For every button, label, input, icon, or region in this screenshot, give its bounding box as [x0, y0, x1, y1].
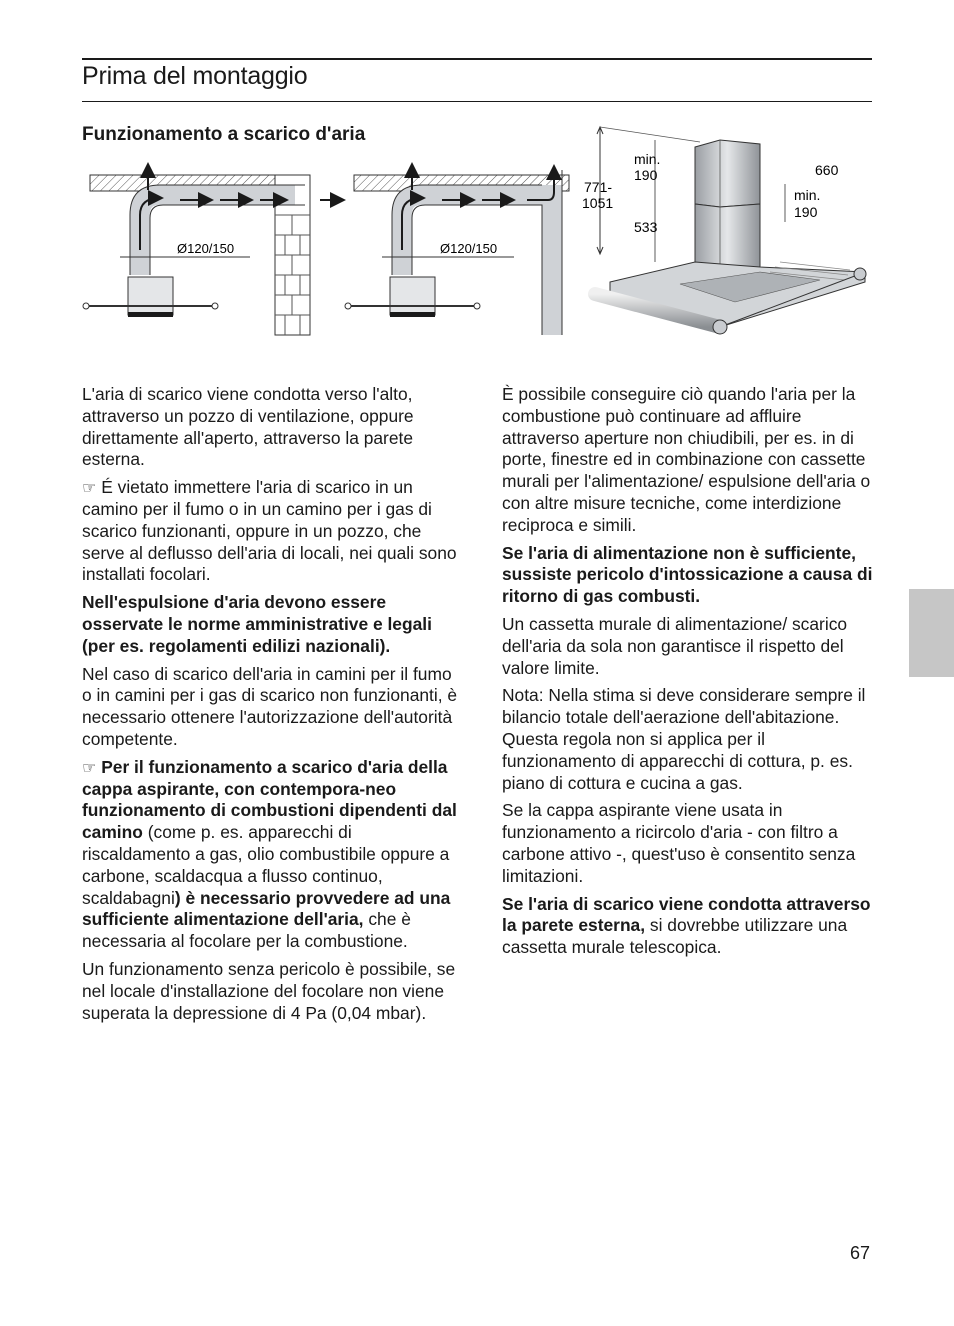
dim-533: 533 [634, 219, 658, 235]
side-tab-marker [909, 589, 954, 677]
section-heading: Funzionamento a scarico d'aria [82, 124, 366, 145]
duct-path [140, 195, 295, 275]
page-number: 67 [850, 1243, 871, 1263]
canopy [610, 262, 865, 327]
warning-paragraph: ☞ Per il funzionamento a scarico d'aria della cappa aspirante, con contempora-neo funzionamento di combustioni dipendenti dal camino (come p. es. apparecchi di riscaldamento a gas, olio combustibile oppure a carbone, scaldacqua a flusso continuo, scaldabagni) è necessario provvedere ad una sufficiente alimentazione dell'aria, che è necessaria al focolare per la combustione. [82, 756, 457, 952]
right-column [502, 384, 882, 965]
hood-body [128, 277, 173, 315]
paragraph: Nota: Nella stima si deve considerare sempre il bilancio totale dell'aerazione dell'abitazione. Questa regola non si applica per il funzionamento di apparecchi di cottura, p. es. piano di cottura e cucina a gas. [502, 685, 866, 793]
dim-190-right: 190 [794, 204, 818, 220]
warning-paragraph: ☞ É vietato immettere l'aria di scarico in un camino per il fumo o in un camino per i gas di scarico funzionanti, oppure in un pozzo, che serve al deflusso dell'aria di locali, nei quali sono installati focolari. [82, 477, 457, 585]
duct-diameter-label: Ø120/150 [177, 241, 235, 256]
pointing-hand-icon: ☞ [82, 757, 97, 777]
duct-diameter-label: Ø120/150 [440, 241, 498, 256]
diagram-exhaust-through-wall [80, 160, 345, 340]
page-title: Prima del montaggio [82, 62, 308, 90]
paragraph: L'aria di scarico viene condotta verso l'alto, attraverso un pozzo di ventilazione, oppure direttamente all'aperto, attraverso la parete esterna. [82, 384, 414, 470]
dim-min-label-right: min. [794, 187, 821, 203]
diagram-hood-dimensions [580, 122, 875, 347]
paragraph: Un funzionamento senza pericolo è possibile, se nel locale d'installazione del focolare non viene superata la depressione di 4 Pa (0,04 mbar). [82, 958, 456, 1023]
header-rule [82, 101, 872, 102]
paragraph: Se l'aria di scarico viene condotta attraverso la parete esterna, si dovrebbe utilizzare una cassetta murale telescopica. [502, 893, 871, 958]
paragraph: Nel caso di scarico dell'aria in camini per il fumo o in camini per i gas di scarico non funzionanti, è necessario ottenere l'autorizzazione dell'autorità competente. [82, 663, 458, 749]
hood-body [390, 277, 435, 315]
dim-190-left: 190 [634, 167, 658, 183]
dim-height-range-bottom: 1051 [582, 195, 614, 211]
bold-paragraph: Se l'aria di alimentazione non è sufficiente, sussiste pericolo d'intossicazione a causa di ritorno di gas combusti. [502, 542, 873, 607]
paragraph: Se la cappa aspirante viene usata in funzionamento a ricircolo d'aria - con filtro a carbone attivo -, quest'uso è consentito senza limitazioni. [502, 800, 856, 886]
paragraph: È possibile conseguire ciò quando l'aria per la combustione può continuare ad affluire attraverso aperture non chiudibili, per es. in di porte, finestre ed in combinazione con cassette murali per l'alimentazione/ espulsione dell'aria o con altre misure tecniche, come interdizione reciproca e simili. [502, 384, 871, 535]
dim-height-range-top: 771- [584, 179, 613, 195]
pointing-hand-icon: ☞ [82, 478, 97, 498]
dim-min-label-left: min. [634, 151, 661, 167]
paragraph: Un cassetta murale di alimentazione/ scarico dell'aria da sola non garantisce il rispetto del valore limite. [502, 613, 848, 678]
top-rule [82, 58, 872, 60]
left-column [82, 384, 462, 1030]
dim-660: 660 [815, 162, 839, 178]
bold-paragraph: Nell'espulsione d'aria devono essere osservate le norme amministrative e legali (per es. regolamenti edilizi nazionali). [82, 592, 432, 656]
diagram-exhaust-through-shaft [342, 160, 582, 340]
